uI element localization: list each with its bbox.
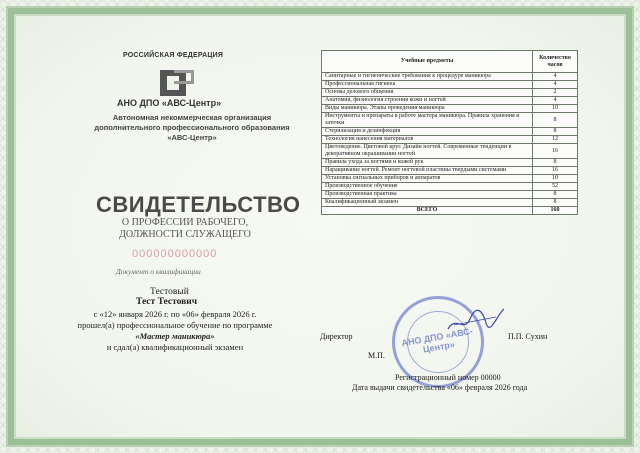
training-statement: прошел(а) профессиональное обучение по программе [77,320,273,330]
subject-cell: Технология нанесения материалов [322,136,533,144]
hours-cell: 4 [533,73,578,81]
hours-cell: 10 [533,175,578,183]
column-header-subjects: Учебные предметы [322,51,533,73]
table-row [322,191,578,199]
director-label: Директор [320,332,353,341]
table-row [322,199,578,207]
document-title: СВИДЕТЕЛЬСТВО [96,192,301,217]
director-name: П.П. Сухин [508,332,548,341]
subject-cell: Цветоведение. Цветовой круг. Дизайн ногтей. Современные тенденции в декоративном окрашивании ногтей [322,144,533,159]
table-row [322,136,578,144]
organization-full-name: Автономная некоммерческая организация дополнительного профессионального образования «АВС-Центр» [94,113,290,142]
exam-statement: и сдал(а) квалификационный экзамен [106,342,244,352]
subject-cell: Квалификационный экзамен [322,199,533,207]
table-row [322,97,578,105]
hours-cell: 10 [533,105,578,113]
hours-cell: 52 [533,183,578,191]
subject-cell: Производственное обучение [322,183,533,191]
table-row [322,175,578,183]
subjects-table [321,50,578,215]
document-type-label: Документ о квалификации [116,267,201,276]
table-row [322,89,578,97]
holder-first-name: Тест Тестович [136,297,198,307]
table-row [322,144,578,159]
subject-cell: Правила ухода за ногтями и кожей рук [322,159,533,167]
stamp-text: АНО ДПО «АВС-Центр» [400,325,474,355]
seal-place-label: М.П. [368,351,385,360]
subject-cell: Стерилизация и дезинфекция [322,128,533,136]
subject-cell: Профессиональная гигиена [322,81,533,89]
subject-cell: Наращивание ногтей. Ремонт ногтевой пластины твердыми системами [322,167,533,175]
table-row [322,73,578,81]
hours-cell: 8 [533,128,578,136]
hours-cell: 8 [533,113,578,128]
table-row [322,183,578,191]
subject-cell: Основы делового общения [322,89,533,97]
hours-cell: 2 [533,89,578,97]
organization-logo [160,70,194,96]
hours-cell: 8 [533,199,578,207]
holder-last-name: Тестовый [150,287,189,297]
table-row [322,113,578,128]
table-row [322,167,578,175]
subject-cell: Виды маникюра. Этапы проведения маникюра [322,105,533,113]
total-label: ВСЕГО [322,207,533,215]
left-page [20,52,310,422]
program-name: «Мастер маникюра» [135,331,215,341]
country-label: РОССИЙСКАЯ ФЕДЕРАЦИЯ [123,52,224,59]
column-header-hours: Количество часов [533,51,578,73]
hours-cell: 16 [533,144,578,159]
table-row [322,159,578,167]
director-signature [446,305,506,335]
hours-cell: 4 [533,81,578,89]
hours-cell: 8 [533,191,578,199]
document-subtitle: О ПРОФЕССИИ РАБОЧЕГО, ДОЛЖНОСТИ СЛУЖАЩЕГО [119,217,251,240]
certificate-number: 000000000000 [132,248,218,260]
training-period: с «12» января 2026 г. по «06» февраля 2026 г. [93,309,257,319]
table-header [322,51,578,73]
subject-cell: Санитарные и гигиенические требования к процедуре маникюра [322,73,533,81]
subject-cell: Анатомия, физиология строения кожи и ногтей [322,97,533,105]
registration-number: Регистрационный номер 00000 [395,373,501,382]
issue-date: Дата выдачи свидетельства «06» февраля 2026 года [352,383,528,392]
hours-cell: 12 [533,136,578,144]
total-row [322,207,578,215]
table-row [322,105,578,113]
total-hours: 160 [533,207,578,215]
subject-cell: Производственная практика [322,191,533,199]
table-row [322,128,578,136]
hours-cell: 8 [533,159,578,167]
table-row [322,81,578,89]
subject-cell: Установка сигнальных приборов и аппаратов [322,175,533,183]
subject-cell: Инструменты и препараты в работе мастера маникюра. Правила хранения и заточки [322,113,533,128]
organization-short-name: АНО ДПО «АВС-Центр» [117,98,222,108]
subjects-table-container [321,50,578,215]
hours-cell: 4 [533,97,578,105]
hours-cell: 16 [533,167,578,175]
